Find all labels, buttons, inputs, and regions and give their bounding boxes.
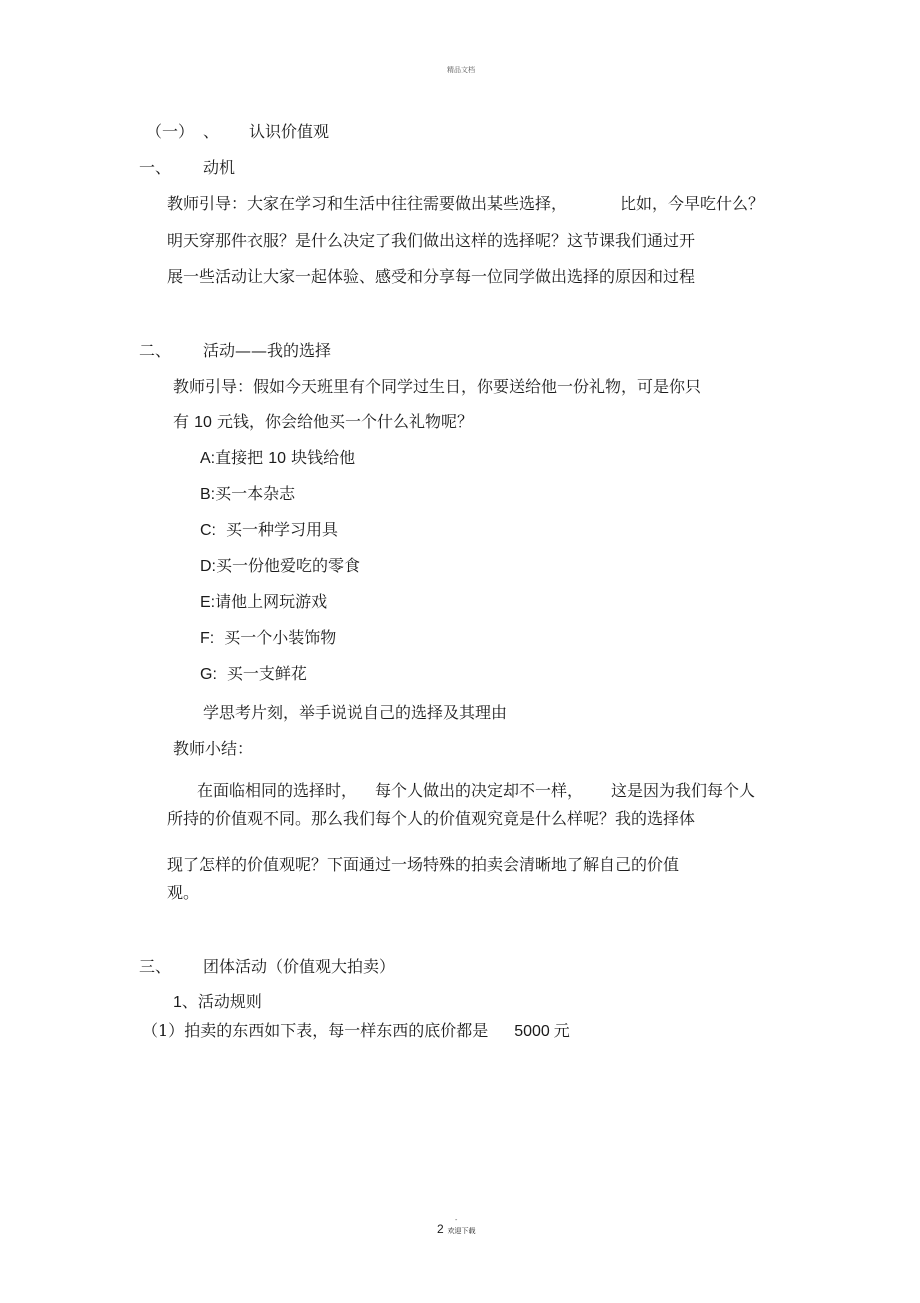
part3-number: 三、 bbox=[139, 957, 172, 976]
part1-line2: 明天穿那件衣服？是什么决定了我们做出这样的选择呢？这节课我们通过开 bbox=[167, 231, 696, 250]
option-c: C: 买一种学习用具 bbox=[200, 520, 339, 539]
option-label: B: bbox=[200, 486, 216, 503]
summary-line1-a: 在面临相同的选择时， bbox=[197, 781, 358, 800]
section-number: （一） bbox=[146, 122, 195, 141]
option-d: D:买一份他爱吃的零食 bbox=[200, 556, 361, 575]
part1-title: 动机 bbox=[203, 158, 236, 177]
part3-rule1: （1）拍卖的东西如下表，每一样东西的底价都是 5000 元 bbox=[142, 1021, 570, 1040]
section-title: 认识价值观 bbox=[249, 122, 330, 141]
option-label: D: bbox=[200, 558, 216, 575]
option-label: C: bbox=[200, 522, 216, 539]
summary-line1-b: 每个人做出的决定却不一样， bbox=[375, 781, 584, 800]
footer-page: 2 欢迎下载 bbox=[437, 1222, 476, 1236]
part2-number: 二、 bbox=[139, 341, 172, 360]
option-e: E:请他上网玩游戏 bbox=[200, 592, 328, 611]
part2-intro1: 教师引导：假如今天班里有个同学过生日，你要送给他一份礼物，可是你只 bbox=[173, 377, 702, 396]
footer-dot: - bbox=[455, 1216, 458, 1224]
part2-summary-label: 教师小结： bbox=[173, 739, 254, 758]
section-separator: 、 bbox=[203, 122, 220, 141]
option-label: A: bbox=[200, 450, 216, 467]
summary-line3: 现了怎样的价值观呢？下面通过一场特殊的拍卖会清晰地了解自己的价值 bbox=[167, 855, 680, 874]
summary-line4: 观。 bbox=[167, 883, 200, 902]
option-a: A:直接把 10 块钱给他 bbox=[200, 448, 356, 467]
part2-intro2: 有 10 元钱，你会给他买一个什么礼物呢？ bbox=[173, 412, 473, 431]
part3-title: 团体活动（价值观大拍卖） bbox=[203, 957, 396, 976]
part1-line3: 展一些活动让大家一起体验、感受和分享每一位同学做出选择的原因和过程 bbox=[167, 267, 696, 286]
part2-title: 活动——我的选择 bbox=[203, 341, 332, 360]
option-f: F: 买一个小装饰物 bbox=[200, 628, 337, 647]
part1-number: 一、 bbox=[139, 158, 172, 177]
part2-think: 学思考片刻，举手说说自己的选择及其理由 bbox=[203, 703, 508, 722]
part1-intro-b: 比如，今早吃什么？ bbox=[620, 194, 765, 213]
part3-rule-heading: 1、活动规则 bbox=[173, 992, 262, 1011]
option-label: G: bbox=[200, 666, 217, 683]
option-b: B:买一本杂志 bbox=[200, 484, 296, 503]
summary-line2: 所持的价值观不同。那么我们每个人的价值观究竟是什么样呢？我的选择体 bbox=[167, 809, 696, 828]
header-watermark: 精品文档 bbox=[447, 66, 475, 74]
option-g: G: 买一支鲜花 bbox=[200, 664, 307, 683]
summary-line1-c: 这是因为我们每个人 bbox=[611, 781, 756, 800]
part1-intro-a: 教师引导：大家在学习和生活中往往需要做出某些选择， bbox=[167, 194, 568, 213]
option-label: E: bbox=[200, 594, 216, 611]
option-label: F: bbox=[200, 630, 215, 647]
